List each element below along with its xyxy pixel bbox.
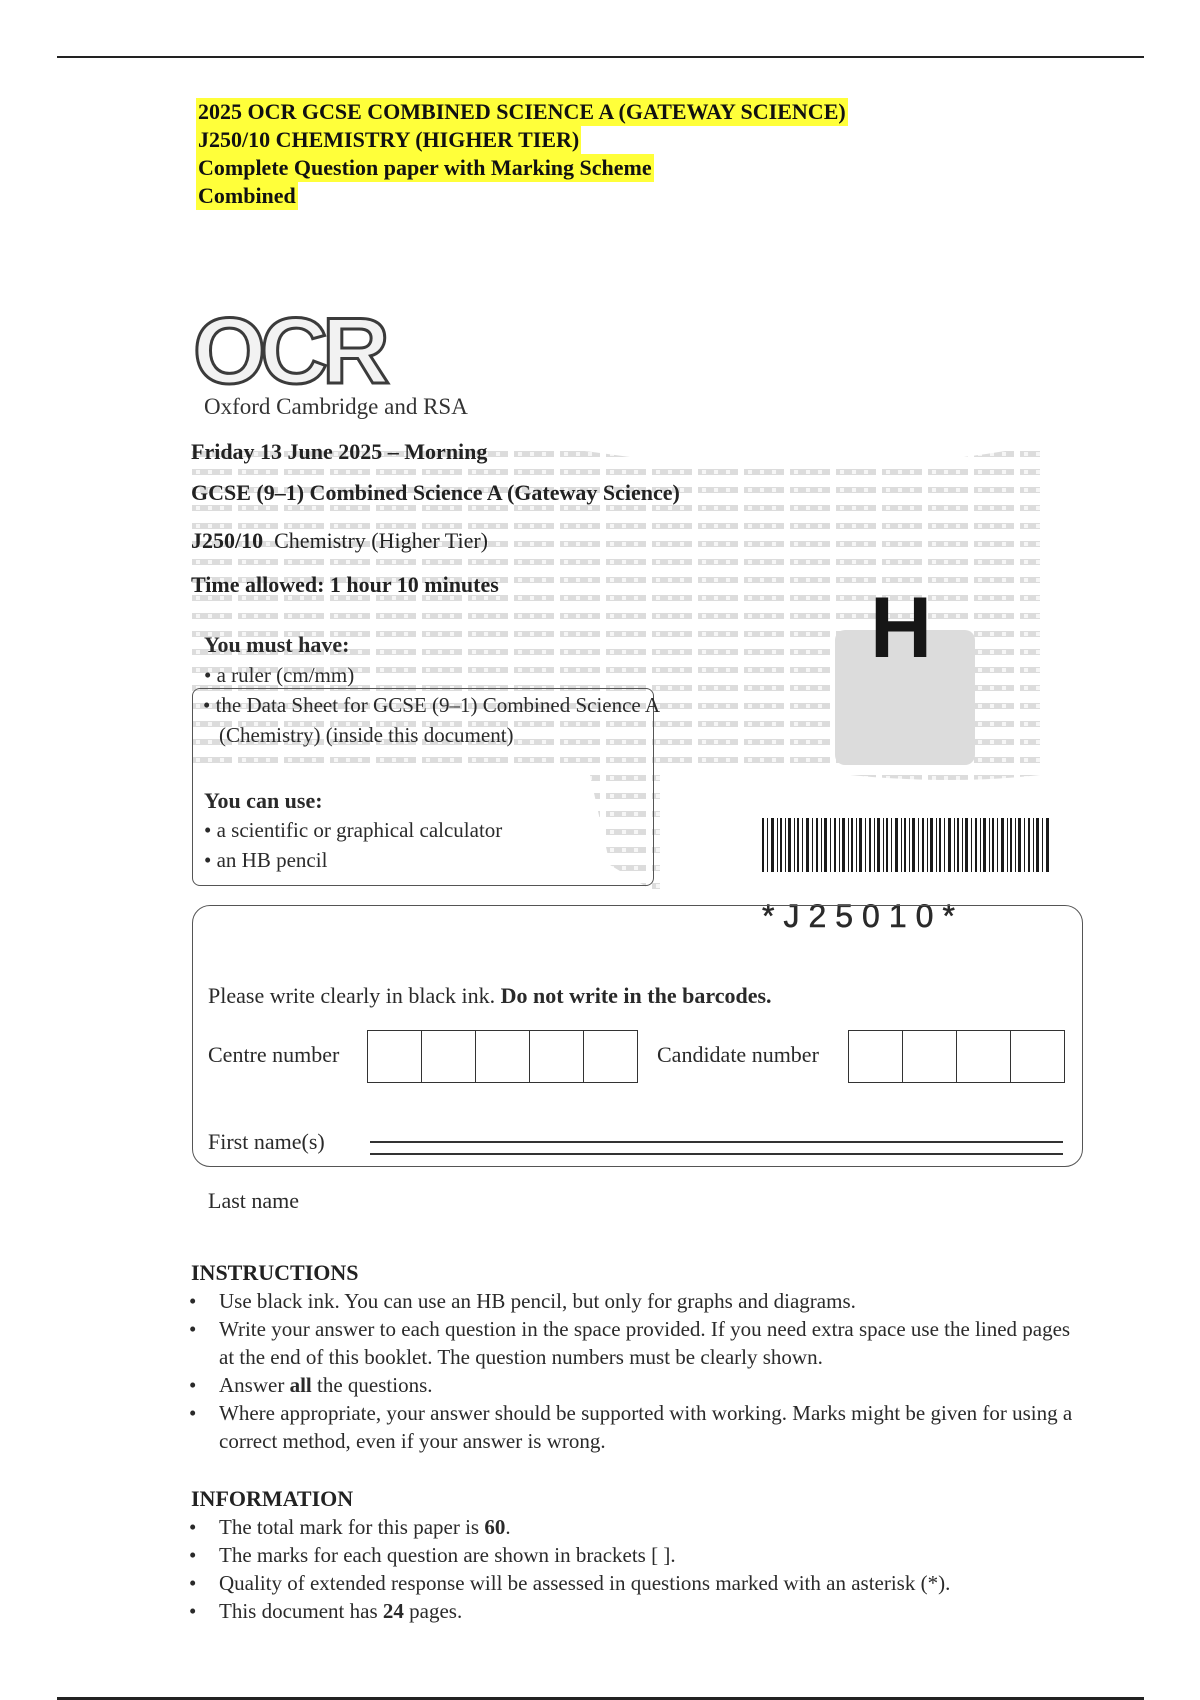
centre-digit-box[interactable] — [368, 1031, 422, 1082]
information-item: • Quality of extended response will be assessed in questions marked with an asterisk (*). — [189, 1569, 1089, 1597]
ocr-logo-subtitle: Oxford Cambridge and RSA — [204, 394, 468, 419]
instruction-item: • Use black ink. You can use an HB pencil, but only for graphs and diagrams. — [189, 1287, 1089, 1315]
must-have-data-sheet: • the Data Sheet for GCSE (9–1) Combined Science A (Chemistry) (inside this document) — [203, 693, 659, 747]
information-list — [189, 1513, 1089, 1625]
exam-paper: Chemistry (Higher Tier) — [274, 528, 489, 553]
instruction-item — [189, 1371, 1089, 1399]
candidate-number-label: Candidate number — [657, 1042, 819, 1067]
candidate-digit-box[interactable] — [957, 1031, 1011, 1082]
instructions-title: INSTRUCTIONS — [191, 1260, 359, 1285]
exam-qualification: GCSE (9–1) Combined Science A (Gateway Science) — [191, 480, 680, 505]
ink-instruction-plain: Please write clearly in black ink. — [208, 983, 496, 1008]
exam-code-line — [191, 528, 488, 554]
instruction-item: • Where appropriate, your answer should be supported with working. Marks might be given for using a correct method, even if your answer is wrong. — [189, 1399, 1089, 1455]
ink-instruction — [208, 983, 772, 1009]
document-title-block — [196, 98, 848, 210]
page-count: 24 — [382, 1599, 404, 1623]
total-marks: 60 — [484, 1515, 506, 1539]
must-have-title: You must have: — [204, 632, 350, 657]
first-name-field[interactable] — [370, 1141, 1063, 1143]
title-line-4: Combined — [198, 183, 296, 208]
can-use-pencil: • an HB pencil — [204, 848, 328, 872]
instruction-item: • Write your answer to each question in the space provided. If you need extra space use the lined pages at the end of this booklet. The question numbers must be clearly shown. — [189, 1315, 1089, 1371]
ink-instruction-bold: Do not write in the barcodes. — [500, 983, 772, 1008]
title-line-2: J250/10 CHEMISTRY (HIGHER TIER) — [198, 127, 580, 152]
candidate-number-input[interactable] — [848, 1030, 1065, 1083]
centre-digit-box[interactable] — [476, 1031, 530, 1082]
centre-digit-box[interactable] — [422, 1031, 476, 1082]
information-item: • The marks for each question are shown in brackets [ ]. — [189, 1541, 1089, 1569]
centre-number-input[interactable] — [367, 1030, 638, 1083]
barcode — [762, 818, 1050, 872]
ocr-logo: OCR — [193, 298, 384, 403]
time-allowed: Time allowed: 1 hour 10 minutes — [191, 572, 499, 597]
information-item-pre: The total mark for this paper is — [219, 1515, 480, 1539]
can-use-title: You can use: — [204, 788, 323, 813]
information-item-pre: This document has — [219, 1599, 378, 1623]
title-line-3: Complete Question paper with Marking Scheme — [198, 155, 652, 180]
barcode-code-text: *J25010* — [762, 898, 964, 934]
exam-code: J250/10 — [191, 528, 264, 553]
last-name-label: Last name — [208, 1188, 300, 1213]
title-line-1: 2025 OCR GCSE COMBINED SCIENCE A (GATEWAY SCIENCE) — [198, 99, 846, 124]
instruction-item-post: the questions. — [317, 1373, 433, 1397]
instructions-list — [189, 1287, 1089, 1455]
instruction-item-pre: Answer — [219, 1373, 285, 1397]
information-item — [189, 1513, 1089, 1541]
centre-digit-box[interactable] — [584, 1031, 637, 1082]
centre-digit-box[interactable] — [530, 1031, 584, 1082]
information-item-post: pages. — [409, 1599, 463, 1623]
candidate-digit-box[interactable] — [1011, 1031, 1064, 1082]
candidate-digit-box[interactable] — [849, 1031, 903, 1082]
centre-number-label: Centre number — [208, 1042, 340, 1067]
candidate-digit-box[interactable] — [903, 1031, 957, 1082]
must-have-ruler: • a ruler (cm/mm) — [204, 663, 355, 687]
can-use-calculator: • a scientific or graphical calculator — [204, 818, 503, 842]
information-item-post: . — [505, 1515, 511, 1539]
first-name-label: First name(s) — [208, 1129, 325, 1154]
instruction-item-bold: all — [289, 1373, 312, 1397]
information-title: INFORMATION — [191, 1486, 354, 1511]
top-rule — [57, 56, 1144, 58]
tier-letter: H — [870, 580, 933, 676]
exam-date: Friday 13 June 2025 – Morning — [191, 439, 488, 464]
information-item — [189, 1597, 1089, 1625]
last-name-field[interactable] — [370, 1153, 1063, 1155]
